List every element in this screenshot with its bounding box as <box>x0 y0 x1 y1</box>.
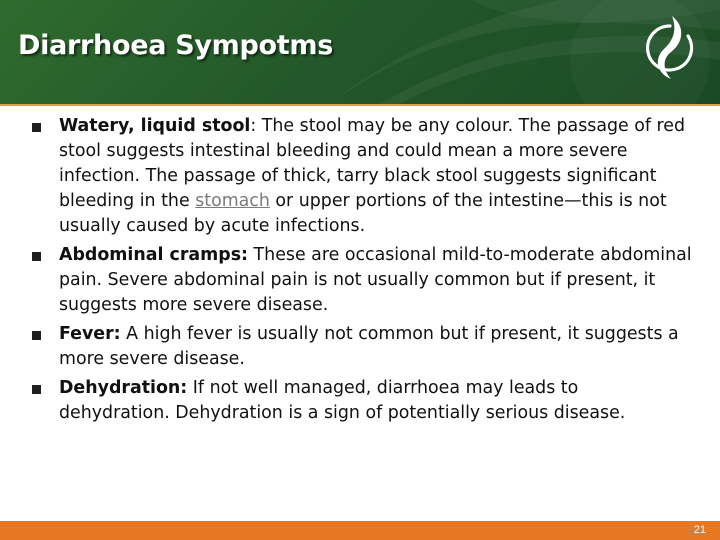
symptom-description: A high fever is usually not common but if present, it suggests a more severe disease. <box>59 324 679 369</box>
square-bullet-icon <box>32 385 41 394</box>
square-bullet-icon <box>32 252 41 261</box>
list-item <box>32 376 692 426</box>
symptom-list <box>32 114 692 430</box>
square-bullet-icon <box>32 123 41 132</box>
symptom-description: These are occasional mild-to-moderate abdominal pain. Severe abdominal pain is not usually common but if present, it suggests more severe disease. <box>59 245 692 315</box>
list-item <box>32 114 692 239</box>
slide-footer-bar <box>0 521 720 540</box>
leaf-logo-icon <box>644 12 696 84</box>
page-number: 21 <box>693 524 706 536</box>
slide-title: Diarrhoea Sympotms <box>18 30 333 61</box>
list-item <box>32 243 692 318</box>
symptom-term: Dehydration: <box>59 378 188 398</box>
slide-header <box>0 0 720 104</box>
symptom-description-continued: or upper portions of the intestine—this is not usually caused by acute infections. <box>59 191 667 236</box>
symptom-term: Abdominal cramps: <box>59 245 249 265</box>
symptom-description: : The stool may be any colour. The passage of red stool suggests intestinal bleeding and could mean a more severe infection. The passage of thick, tarry black stool suggests significant bleeding in the <box>59 116 686 211</box>
stomach-link[interactable]: stomach <box>195 191 270 211</box>
header-divider <box>0 104 720 106</box>
symptom-description: If not well managed, diarrhoea may leads to dehydration. Dehydration is a sign of potentially serious disease. <box>59 378 626 423</box>
square-bullet-icon <box>32 331 41 340</box>
symptom-term: Watery, liquid stool <box>59 116 251 136</box>
symptom-term: Fever: <box>59 324 121 344</box>
list-item <box>32 322 692 372</box>
